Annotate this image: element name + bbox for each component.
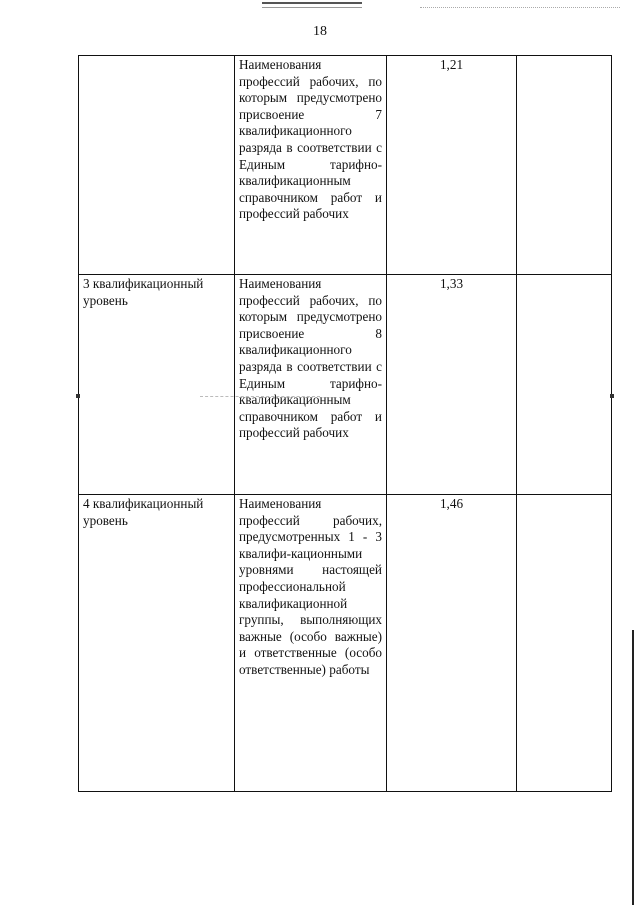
scan-artifact-line bbox=[200, 396, 320, 397]
table-row bbox=[79, 56, 612, 275]
extra-cell bbox=[517, 495, 612, 792]
extra-cell bbox=[517, 275, 612, 495]
level-cell bbox=[79, 56, 235, 275]
coefficient-cell: 1,46 bbox=[387, 495, 517, 792]
scan-edge-mark bbox=[76, 394, 80, 398]
table-row bbox=[79, 275, 612, 495]
extra-cell bbox=[517, 56, 612, 275]
coefficient-cell: 1,21 bbox=[387, 56, 517, 275]
table-row bbox=[79, 495, 612, 792]
scan-edge-shadow bbox=[632, 630, 634, 905]
level-cell: 4 квалификационный уровень bbox=[79, 495, 235, 792]
description-cell: Наименования профессий рабочих, предусмотренных 1 - 3 квалифи-кационными уровнями настоящей профессиональной квалификационной группы, выполняющих важные (особо важные) и ответственные (особо ответственные) работы bbox=[235, 495, 387, 792]
coefficient-cell: 1,33 bbox=[387, 275, 517, 495]
page-number: 18 bbox=[313, 24, 327, 39]
qualification-table bbox=[78, 55, 612, 792]
description-cell: Наименования профессий рабочих, по которым предусмотрено присвоение 7 квалификационного разряда в соответствии с Единым тарифно-квалификационным справочником работ и профессий рабочих bbox=[235, 56, 387, 275]
description-cell: Наименования профессий рабочих, по которым предусмотрено присвоение 8 квалификационного разряда в соответствии с Единым тарифно-квалификационным справочником работ и профессий рабочих bbox=[235, 275, 387, 495]
level-cell: 3 квалификационный уровень bbox=[79, 275, 235, 495]
scan-edge-mark bbox=[610, 394, 614, 398]
scan-header-mark bbox=[262, 2, 362, 8]
scan-dots-mark bbox=[420, 7, 620, 8]
